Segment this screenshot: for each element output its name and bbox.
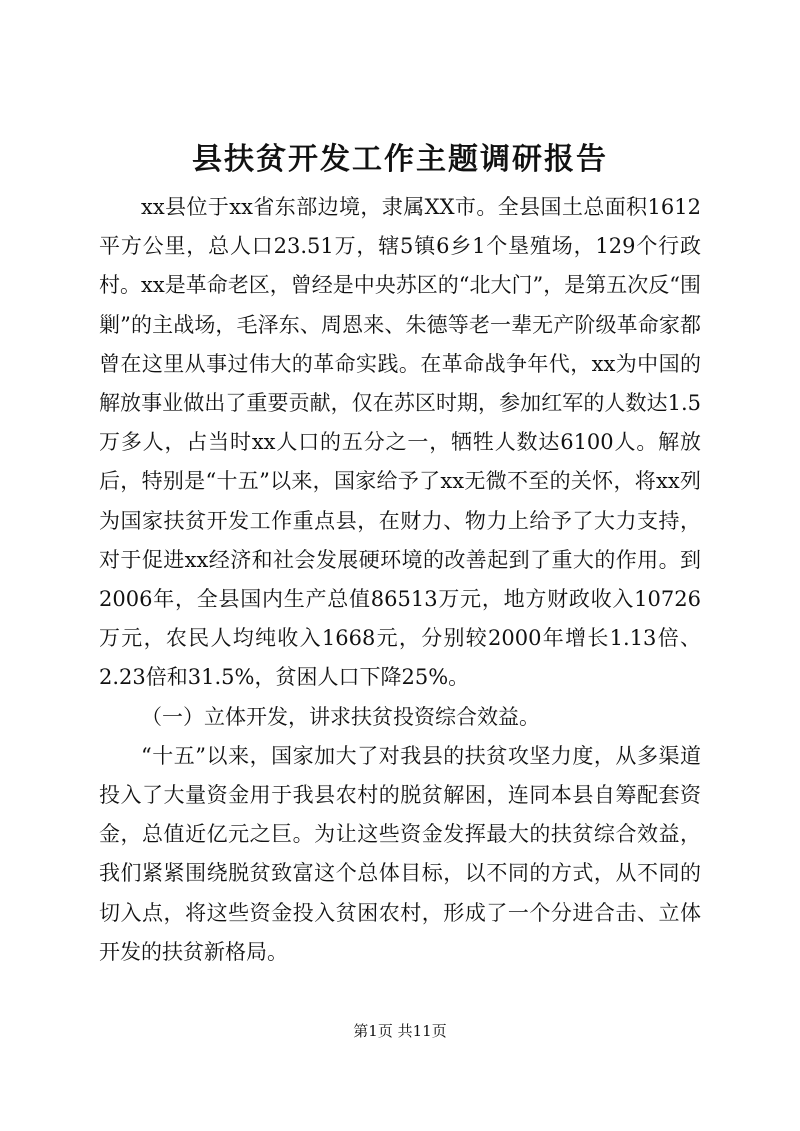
document-title: 县扶贫开发工作主题调研报告 (192, 142, 608, 177)
page-number-footer: 第1页 共11页 (353, 1022, 447, 1040)
document-body (99, 188, 701, 972)
paragraph-section-heading: （一）立体开发，讲求扶贫投资综合效益。 (141, 704, 540, 729)
paragraph-overview: xx县位于xx省东部边境，隶属XX市。全县国土总面积1612平方公里，总人口23.51万，辖5镇6乡1个垦殖场，129个行政村。xx是革命老区，曾经是中央苏区的“北大门”，是第五次反“围剿”的主战场，毛泽东、周恩来、朱德等老一辈无产阶级革命家都曾在这里从事过伟大的革命实践。在革命战争年代，xx为中国的解放事业做出了重要贡献，仅在苏区时期，参加红军的人数达1.5万多人，占当时xx人口的五分之一，牺牲人数达6100人。解放后，特别是“十五”以来，国家给予了xx无微不至的关怀，将xx列为国家扶贫开发工作重点县，在财力、物力上给予了大力支持，对于促进xx经济和社会发展硬环境的改善起到了重大的作用。到2006年，全县国内生产总值86513万元，地方财政收入10726万元，农民人均纯收入1668元，分别较2000年增长1.13倍、2.23倍和31.5%，贫困人口下降25%。 (99, 195, 701, 690)
paragraph-investment: “十五”以来，国家加大了对我县的扶贫攻坚力度，从多渠道投入了大量资金用于我县农村的脱贫解困，连同本县自筹配套资金，总值近亿元之巨。为让这些资金发挥最大的扶贫综合效益，我们紧紧围绕脱贫致富这个总体目标，以不同的方式，从不同的切入点，将这些资金投入贫困农村，形成了一个分进合击、立体开发的扶贫新格局。 (99, 743, 701, 964)
